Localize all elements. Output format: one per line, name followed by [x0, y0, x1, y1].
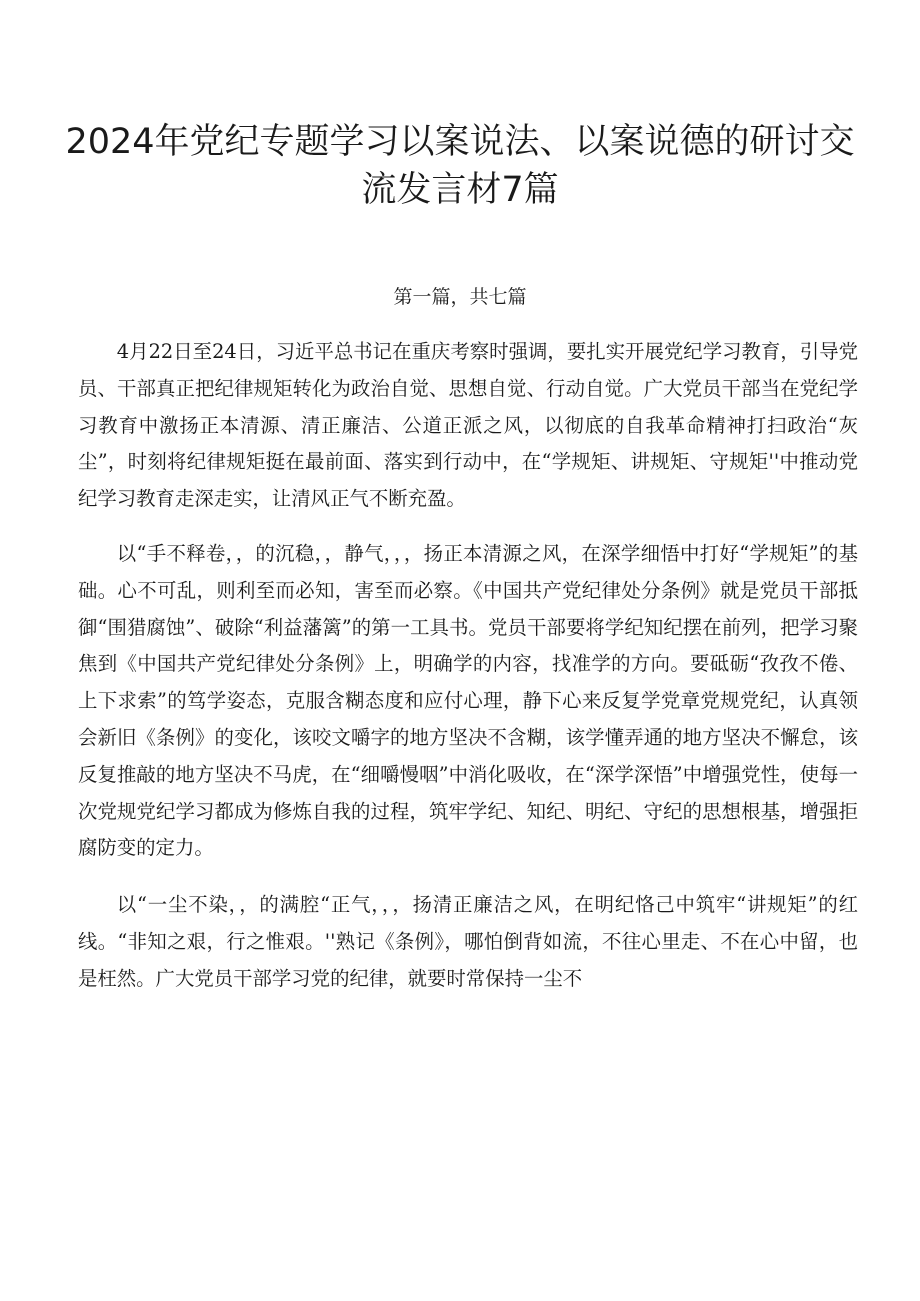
paragraph-1: 4月22日至24日，习近平总书记在重庆考察时强调，要扎实开展党纪学习教育，引导党员、干部真正把纪律规矩转化为政治自觉、思想自觉、行动自觉。广大党员干部当在党纪学习教育中激扬正本清源、清正廉洁、公道正派之风，以彻底的自我革命精神打扫政治“灰尘”，时刻将纪律规矩挺在最前面、落实到行动中，在“学规矩、讲规矩、守规矩''中推动党纪学习教育走深走实，让清风正气不断充盈。	[78, 340, 858, 511]
document-title: 2024年党纪专题学习以案说法、以案说德的研讨交流发言材7篇	[65, 122, 855, 210]
paragraph-3: 以“一尘不染，，的满腔“正气，，，扬清正廉洁之风，在明纪恪己中筑牢“讲规矩”的红线。“非知之艰，行之惟艰。''熟记《条例》，哪怕倒背如流，不往心里走、不在心中留，也是枉然。广大党员干部学习党的纪律，就要时常保持一尘不	[78, 893, 858, 990]
paragraph-2: 以“手不释卷，，的沉稳，，静气，，，扬正本清源之风，在深学细悟中打好“学规矩”的基础。心不可乱，则利至而必知，害至而必察。《中国共产党纪律处分条例》就是党员干部抵御“围猎腐蚀”、破除“利益藩篱”的第一工具书。党员干部要将学纪知纪摆在前列，把学习聚焦到《中国共产党纪律处分条例》上，明确学的内容，找准学的方向。要砥砺“孜孜不倦、上下求索”的笃学姿态，克服含糊态度和应付心理，静下心来反复学党章党规党纪，认真领会新旧《条例》的变化，该咬文嚼字的地方坚决不含糊，该学懂弄通的地方坚决不懈怠，该反复推敲的地方坚决不马虎，在“细嚼慢咽”中消化吸收，在“深学深悟”中增强党性，使每一次党规党纪学习都成为修炼自我的过程，筑牢学纪、知纪、明纪、守纪的思想根基，增强拒腐防变的定力。	[78, 541, 858, 860]
section-subtitle: 第一篇，共七篇	[393, 286, 527, 308]
document-body	[78, 334, 858, 1016]
